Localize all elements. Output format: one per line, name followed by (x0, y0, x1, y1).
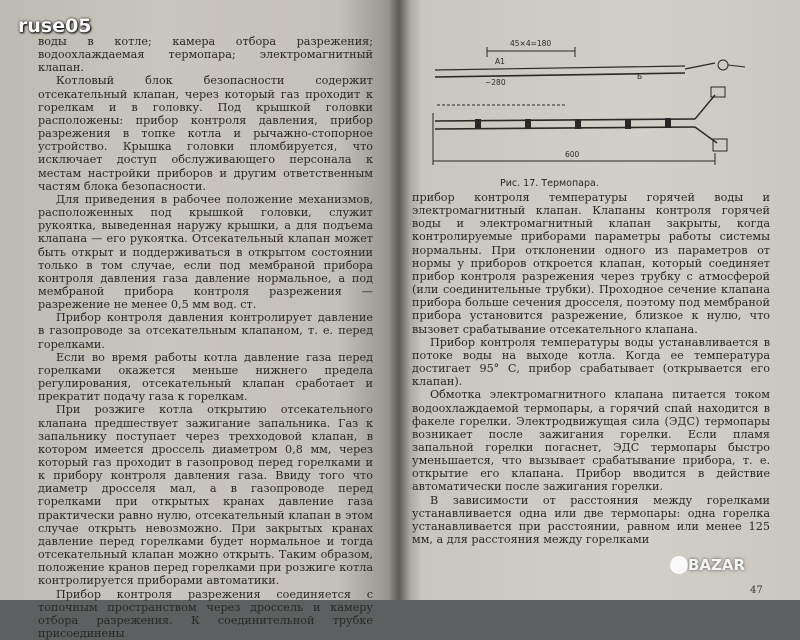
left-paragraph: Прибор контроля разрежения соединяется с топочным пространством через дроссель и камеру отбора разрежения. К соединительной трубке присоединены (38, 587, 373, 640)
dimension-label-600: 600 (565, 150, 580, 159)
page-number: 47 (750, 585, 763, 596)
right-page-text (412, 191, 770, 546)
watermark: ruse05 (18, 15, 92, 37)
connector-lower-top (711, 87, 725, 97)
thermocouple-lower-body (435, 119, 695, 121)
thermocouple-figure (415, 33, 760, 171)
left-paragraph: Если во время работы котла давление газа перед горелками окажется меньше нижнего предела регулирования, отсекательный клапан сработает и прекратит подачу газа к горелкам. (38, 350, 373, 404)
left-page-text (38, 35, 373, 640)
left-paragraph: Котловый блок безопасности содержит отсекательный клапан, через который газ проходит к горелкам и в головку. Под крышкой головки расположены: прибор контроля давления, прибор разрежения в топке котла и рычажно-стопорное устройство. Крышка головки пломбируется, что исключает доступ обслуживающего персонала к местам настройки приборов и другим ответственным частям блока безопасности. (38, 74, 373, 193)
bazar-logo-icon (670, 556, 688, 574)
dimension-label-280: ~280 (485, 78, 506, 87)
thermocouple-upper-body (435, 73, 685, 77)
bazar-badge: BAZAR (688, 556, 746, 574)
dimension-label-top: 45×4=180 (510, 39, 552, 48)
left-paragraph: воды в котле; камера отбора разрежения; водоохлаждаемая термопара; электромагнитный клапан. (38, 35, 373, 75)
right-paragraph: Обмотка электромагнитного клапана питается током водоохлаждаемой термопары, а горячий спай находится в факеле горелки. Электродвижущая сила (ЭДС) термопары возникает после зажигания горелки. Если пламя запальной горелки погаснет, ЭДС термопары быстро уменьшается, что вызывает срабатывание прибора, т. е. открытие его клапана. Прибор вводится в действие автоматически после зажигания горелки. (412, 388, 770, 494)
figure-caption: Рис. 17. Термопара. (500, 178, 599, 189)
right-paragraph: прибор контроля температуры горячей воды и электромагнитный клапан. Клапаны контроля горячей воды и электромагнитный клапан закрыты, когда контролируемые приборами параметры работы системы нормальны. При отклонении одного из параметров от нормы у приборов откроется клапан, который соединяет прибор контроля разрежения через трубку с атмосферой (или соединительные трубки). Проходное сечение клапана прибора больше сечения дросселя, поэтому под мембраной прибора установится разрежение, близкое к нулю, что вызовет срабатывание отсекательного клапана. (412, 191, 770, 336)
dimension-label-b: Б (637, 72, 643, 81)
dimension-label-a1: А1 (495, 57, 505, 66)
left-paragraph: Для приведения в рабочее положение механизмов, расположенных под крышкой головки, служит рукоятка, выведенная наружу крышки, а для подъема клапана — его рукоятка. Отсекательный клапан может быть открыт и поддерживаться в открытом состоянии только в том случае, если под мембраной прибора контроля давления газа давление нормальное, а под мембраной прибора контроля разрежения — разрежение не менее 0,5 мм вод. ст. (38, 192, 373, 312)
right-paragraph: Прибор контроля температуры воды устанавливается в потоке воды на выходе котла. Когда ее температура достигает 95° С, прибор срабатывает (открывается его клапан). (412, 335, 770, 389)
connector-upper (718, 60, 728, 70)
right-paragraph: В зависимости от расстояния между горелками устанавливается одна или две термопары: одна горелка устанавливается при расстоянии, равном или менее 125 мм, а для расстояния между горелками (412, 493, 770, 547)
left-paragraph: При розжиге котла открытию отсекательного клапана предшествует зажигание запальника. Газ к запальнику поступает через трехходовой клапан, в котором имеется дроссель диаметром 0,8 мм, через который газ проходит в газопровод перед горелками и к прибору контроля давления газа. Ввиду того что диаметр дросселя мал, а в газопроводе перед горелками при открытых кранах давление газа практически равно нулю, отсекательный клапан в этом случае открыть невозможно. При закрытых кранах давление перед горелками будет нормальное и тогда отсекательный клапан можно открыть. Таким образом, положение кранов перед горелками при розжиге котла контролируется приборами автоматики. (38, 403, 373, 588)
book-gutter (388, 0, 410, 600)
left-paragraph: Прибор контроля давления контролирует давление в газопроводе за отсекательным клапаном, т. е. перед горелками. (38, 311, 373, 351)
